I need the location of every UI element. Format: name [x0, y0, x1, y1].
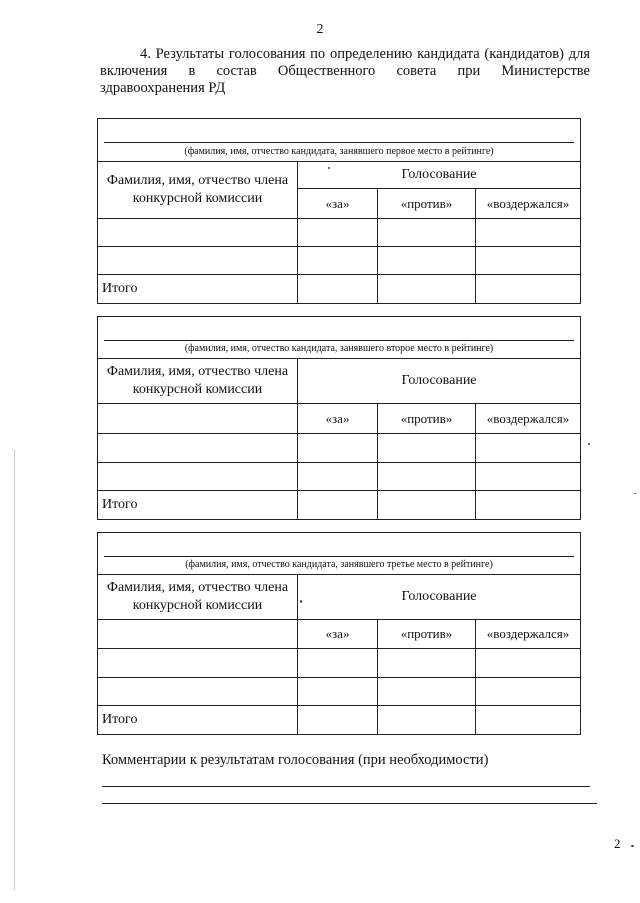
against-cell[interactable] [378, 219, 476, 247]
column-abstain: «воздержался» [476, 404, 581, 434]
candidate-name-field[interactable] [98, 533, 581, 575]
member-name-cell[interactable] [98, 247, 298, 275]
for-cell[interactable] [298, 434, 378, 463]
scan-edge-mark [14, 450, 15, 890]
voting-header: Голосование [298, 162, 581, 189]
abstain-cell[interactable] [476, 434, 581, 463]
comment-line[interactable] [102, 803, 597, 804]
candidate-name-line [104, 556, 574, 557]
voting-header: Голосование [298, 359, 581, 404]
total-abstain-cell[interactable] [476, 706, 581, 735]
against-cell[interactable] [378, 649, 476, 678]
member-name-cell[interactable] [98, 404, 298, 434]
total-against-cell[interactable] [378, 491, 476, 520]
total-for-cell[interactable] [298, 275, 378, 304]
member-name-cell[interactable] [98, 649, 298, 678]
candidate-caption: (фамилия, имя, отчество кандидата, занявшего первое место в рейтинге) [184, 146, 494, 157]
column-abstain: «воздержался» [476, 620, 581, 649]
member-name-header: Фамилия, имя, отчество члена конкурсной комиссии [98, 575, 298, 620]
vote-table-third-place [97, 532, 581, 734]
table-row [98, 463, 581, 491]
section-heading: 4. Результаты голосования по определению кандидата (кандидатов) для включения в состав Общественного совета при Министерстве здравоохранения РД [100, 46, 590, 96]
member-name-cell[interactable] [98, 463, 298, 491]
abstain-cell[interactable] [476, 247, 581, 275]
total-label: Итого [98, 491, 298, 520]
vote-table [97, 118, 581, 304]
vote-table [97, 532, 581, 735]
against-cell[interactable] [378, 434, 476, 463]
for-cell[interactable] [298, 247, 378, 275]
vote-table-first-place [97, 118, 581, 303]
total-label: Итого [98, 275, 298, 304]
column-for: «за» [298, 404, 378, 434]
vote-table [97, 316, 581, 520]
candidate-caption: (фамилия, имя, отчество кандидата, занявшего второе место в рейтинге) [184, 343, 494, 354]
total-label: Итого [98, 706, 298, 735]
table-row [98, 678, 581, 706]
total-row [98, 275, 581, 304]
for-cell[interactable] [298, 649, 378, 678]
against-cell[interactable] [378, 247, 476, 275]
candidate-name-line [104, 340, 574, 341]
column-against: «против» [378, 620, 476, 649]
total-abstain-cell[interactable] [476, 275, 581, 304]
comment-line[interactable] [102, 786, 590, 787]
column-for: «за» [298, 620, 378, 649]
candidate-caption: (фамилия, имя, отчество кандидата, занявшего третье место в рейтинге) [185, 559, 493, 570]
for-cell[interactable] [298, 678, 378, 706]
candidate-name-line [104, 142, 574, 143]
abstain-cell[interactable] [476, 463, 581, 491]
for-cell[interactable] [298, 219, 378, 247]
total-for-cell[interactable] [298, 706, 378, 735]
table-row [98, 247, 581, 275]
scan-speck [631, 845, 634, 847]
comments-label: Комментарии к результатам голосования (при необходимости) [102, 752, 489, 768]
candidate-name-field[interactable] [98, 317, 581, 359]
scan-speck [300, 600, 302, 603]
scan-speck [328, 167, 330, 169]
member-name-cell[interactable] [98, 434, 298, 463]
column-against: «против» [378, 404, 476, 434]
member-name-cell[interactable] [98, 678, 298, 706]
member-name-header: Фамилия, имя, отчество члена конкурсной комиссии [98, 359, 298, 404]
vote-table-second-place [97, 316, 581, 519]
abstain-cell[interactable] [476, 219, 581, 247]
column-against: «против» [378, 189, 476, 219]
table-row [98, 434, 581, 463]
total-against-cell[interactable] [378, 275, 476, 304]
total-for-cell[interactable] [298, 491, 378, 520]
footer-page-number: 2 [614, 836, 621, 851]
candidate-name-field[interactable] [98, 119, 581, 162]
total-abstain-cell[interactable] [476, 491, 581, 520]
member-name-cell[interactable] [98, 219, 298, 247]
total-row [98, 706, 581, 735]
scan-speck [588, 443, 590, 445]
member-name-header: Фамилия, имя, отчество члена конкурсной комиссии [98, 162, 298, 219]
scan-speck [634, 493, 636, 494]
table-row [98, 649, 581, 678]
member-name-cell[interactable] [98, 620, 298, 649]
against-cell[interactable] [378, 463, 476, 491]
column-for: «за» [298, 189, 378, 219]
for-cell[interactable] [298, 463, 378, 491]
voting-header: Голосование [298, 575, 581, 620]
abstain-cell[interactable] [476, 649, 581, 678]
column-abstain: «воздержался» [476, 189, 581, 219]
page-number: 2 [316, 22, 324, 37]
total-against-cell[interactable] [378, 706, 476, 735]
total-row [98, 491, 581, 520]
abstain-cell[interactable] [476, 678, 581, 706]
table-row [98, 219, 581, 247]
against-cell[interactable] [378, 678, 476, 706]
